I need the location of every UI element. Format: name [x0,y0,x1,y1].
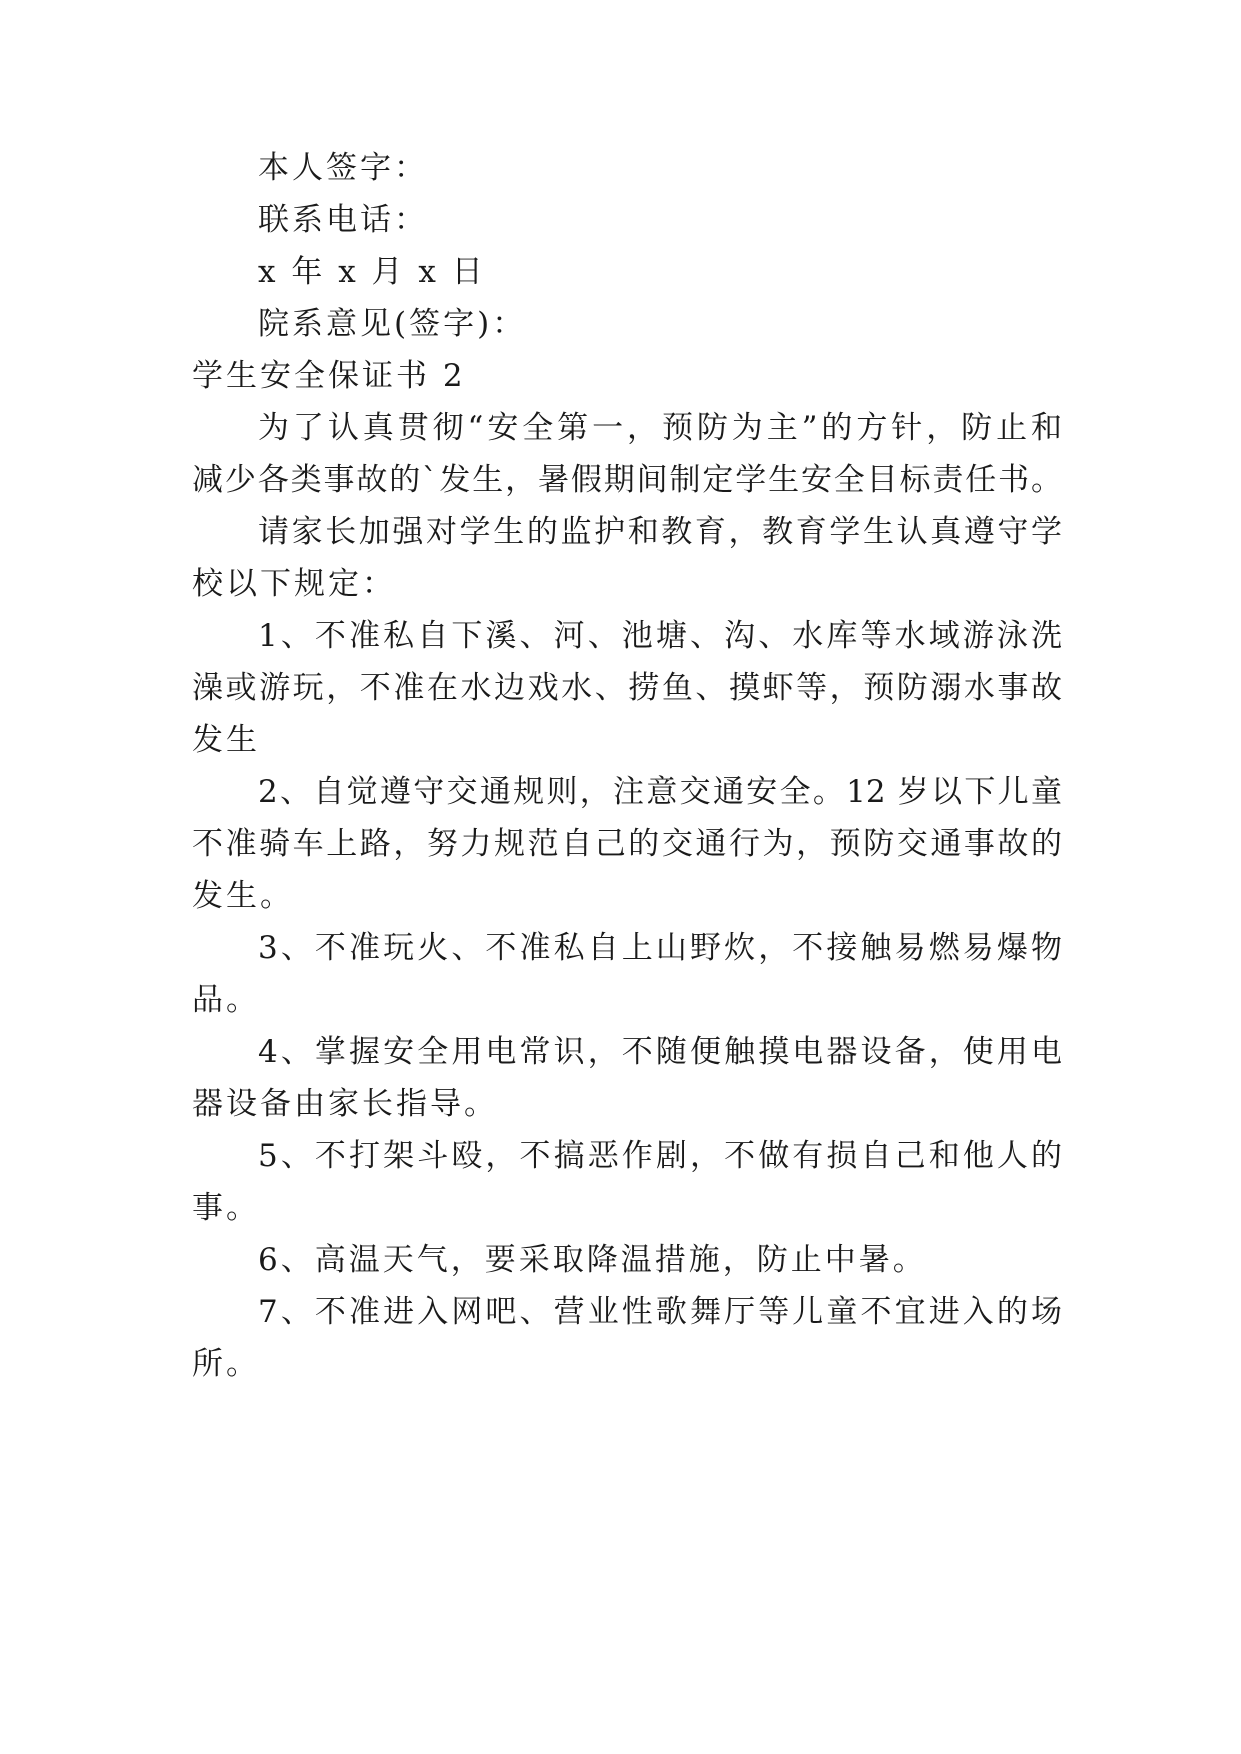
rule-3-line-1: 3、不准玩火、不准私自上山野炊，不接触易燃易爆物 [258,930,1062,966]
rule-5-line-2: 事。 [192,1190,260,1226]
contact-phone-label: 联系电话： [258,202,428,238]
intro-line-1: 为了认真贯彻“安全第一，预防为主”的方针，防止和 [258,410,1062,446]
rule-2-line-2: 不准骑车上路，努力规范自己的交通行为，预防交通事故的 [192,826,1062,862]
rule-4-line-2: 器设备由家长指导。 [192,1086,498,1122]
rule-1-line-1: 1、不准私自下溪、河、池塘、沟、水库等水域游泳洗 [258,618,1062,654]
rule-5-line-1: 5、不打架斗殴，不搞恶作剧，不做有损自己和他人的 [258,1138,1062,1174]
rule-4-line-1: 4、掌握安全用电常识，不随便触摸电器设备，使用电 [258,1034,1062,1070]
rule-2-line-3: 发生。 [192,878,294,914]
self-signature-label: 本人签字： [258,150,428,186]
section-title: 学生安全保证书 2 [192,358,466,394]
rule-7-line-1: 7、不准进入网吧、营业性歌舞厅等儿童不宜进入的场 [258,1294,1062,1330]
department-opinion-label: 院系意见(签字)： [258,306,527,342]
rule-1-line-3: 发生 [192,722,260,758]
rule-7-line-2: 所。 [192,1346,260,1382]
rule-3-line-2: 品。 [192,982,260,1018]
rule-2-line-1: 2、自觉遵守交通规则，注意交通安全。12 岁以下儿童 [258,774,1062,810]
request-line-2: 校以下规定： [192,566,396,602]
rule-1-line-2: 澡或游玩，不准在水边戏水、捞鱼、摸虾等，预防溺水事故 [192,670,1062,706]
request-line-1: 请家长加强对学生的监护和教育，教育学生认真遵守学 [258,514,1062,550]
intro-line-2: 减少各类事故的`发生，暑假期间制定学生安全目标责任书。 [192,462,1062,498]
rule-6-line-1: 6、高温天气，要采取降温措施，防止中暑。 [258,1242,927,1278]
date-line: x 年 x 月 x 日 [258,254,486,290]
